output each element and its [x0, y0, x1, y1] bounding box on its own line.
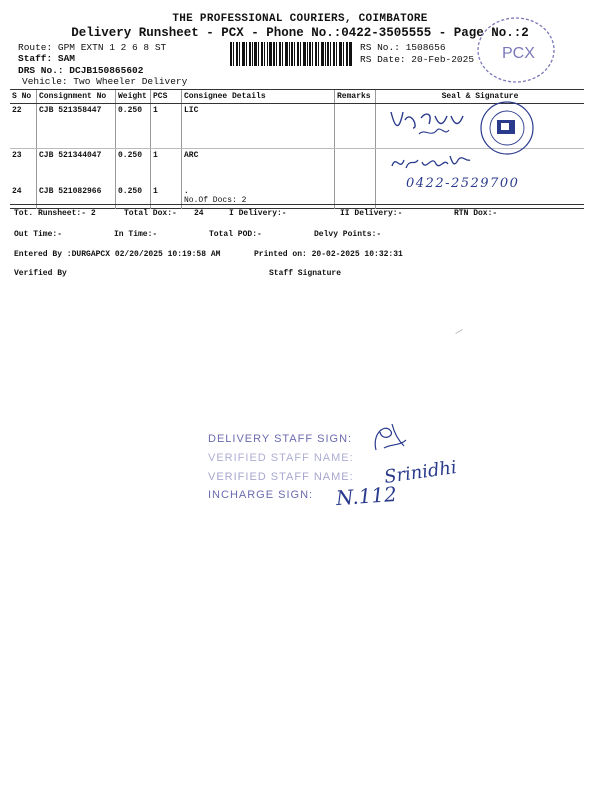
col-consignment: Consignment No — [37, 90, 116, 104]
in-time: In Time:- — [114, 230, 158, 239]
total-pod: Total POD:- — [209, 230, 262, 239]
cell-consignment: CJB 521344047 — [37, 149, 116, 185]
col-remarks: Remarks — [335, 90, 376, 104]
verified-by: Verified By — [14, 269, 67, 278]
staff-label: Staff: SAM — [18, 53, 76, 64]
seal-label: PCX — [502, 45, 535, 62]
cell-consignee: LIC — [182, 104, 335, 149]
cell-weight: 0.250 — [116, 149, 151, 185]
staff-signature-label: Staff Signature — [269, 269, 342, 278]
stray-mark — [455, 329, 462, 334]
barcode-image — [230, 42, 352, 66]
drs-number: DRS No.: DCJB150865602 — [18, 65, 144, 76]
runsheet-title: Delivery Runsheet - PCX - Phone No.:0422-3505555 - Page No.:2 — [71, 26, 529, 40]
cell-sno: 24 — [12, 186, 22, 196]
stamp-verified-staff-name-1: VERIFIED STAFF NAME: — [208, 452, 354, 464]
pcx-seal-stamp — [474, 14, 558, 86]
handwritten-staff-name: Srinidhi — [382, 457, 459, 488]
ii-delivery: II Delivery:- — [340, 209, 403, 218]
delivery-points: Delvy Points:- — [314, 230, 382, 239]
cell-weight: 0.250 — [116, 104, 151, 149]
rs-date: RS Date: 20-Feb-2025 — [360, 54, 475, 65]
rtn-dox: RTN Dox:- — [454, 209, 498, 218]
stamp-verified-staff-name-2: VERIFIED STAFF NAME: — [208, 471, 354, 483]
vehicle-label: Vehicle: Two Wheeler Delivery — [22, 76, 188, 87]
entered-by: Entered By :DURGAPCX 02/20/2025 10:19:58 AM — [14, 250, 221, 259]
cell-pcs: 1 — [151, 104, 182, 149]
cell-sno: 23 — [12, 151, 22, 160]
total-runsheet: Tot. Runsheet:- 2 — [14, 209, 96, 218]
cell-consignee: ARC — [182, 149, 335, 185]
total-dox-label: Total Dox:- — [124, 209, 177, 218]
stamp-incharge-sign: INCHARGE SIGN: — [208, 489, 314, 501]
cell-remarks — [335, 149, 376, 185]
docs-count: No.Of Docs: 2 — [184, 195, 247, 205]
printed-on: Printed on: 20-02-2025 10:32:31 — [254, 250, 403, 259]
cell-pcs: 1 — [151, 185, 182, 209]
col-weight: Weight — [116, 90, 151, 104]
delivery-sign-scribble — [370, 420, 410, 454]
handwritten-phone: 0422-2529700 — [406, 176, 520, 191]
out-time: Out Time:- — [14, 230, 63, 239]
cell-pcs: 1 — [151, 149, 182, 185]
col-sno: S No — [10, 90, 37, 104]
company-name: THE PROFESSIONAL COURIERS, COIMBATORE — [172, 13, 428, 25]
handwritten-incharge-sign: N.112 — [335, 481, 398, 511]
table-bottom-rule — [10, 204, 584, 205]
cell-remarks — [335, 104, 376, 149]
i-delivery: I Delivery:- — [229, 209, 287, 218]
cell-sno: 22 — [10, 104, 37, 149]
col-consignee: Consignee Details — [182, 90, 335, 104]
col-pcs: PCS — [151, 90, 182, 104]
signature-2-image — [388, 148, 478, 174]
route-label: Route: GPM EXTN 1 2 6 8 ST — [18, 42, 167, 53]
cell-consignment: CJB 521082966 — [37, 185, 116, 209]
col-seal-signature: Seal & Signature — [376, 90, 585, 104]
rs-number: RS No.: 1508656 — [360, 42, 446, 53]
cell-weight: 0.250 — [116, 185, 151, 209]
consignee-value: . — [184, 186, 189, 196]
total-dox-value: 24 — [194, 209, 204, 218]
cell-consignment: CJB 521358447 — [37, 104, 116, 149]
stamp-delivery-staff-sign: DELIVERY STAFF SIGN: — [208, 433, 353, 445]
